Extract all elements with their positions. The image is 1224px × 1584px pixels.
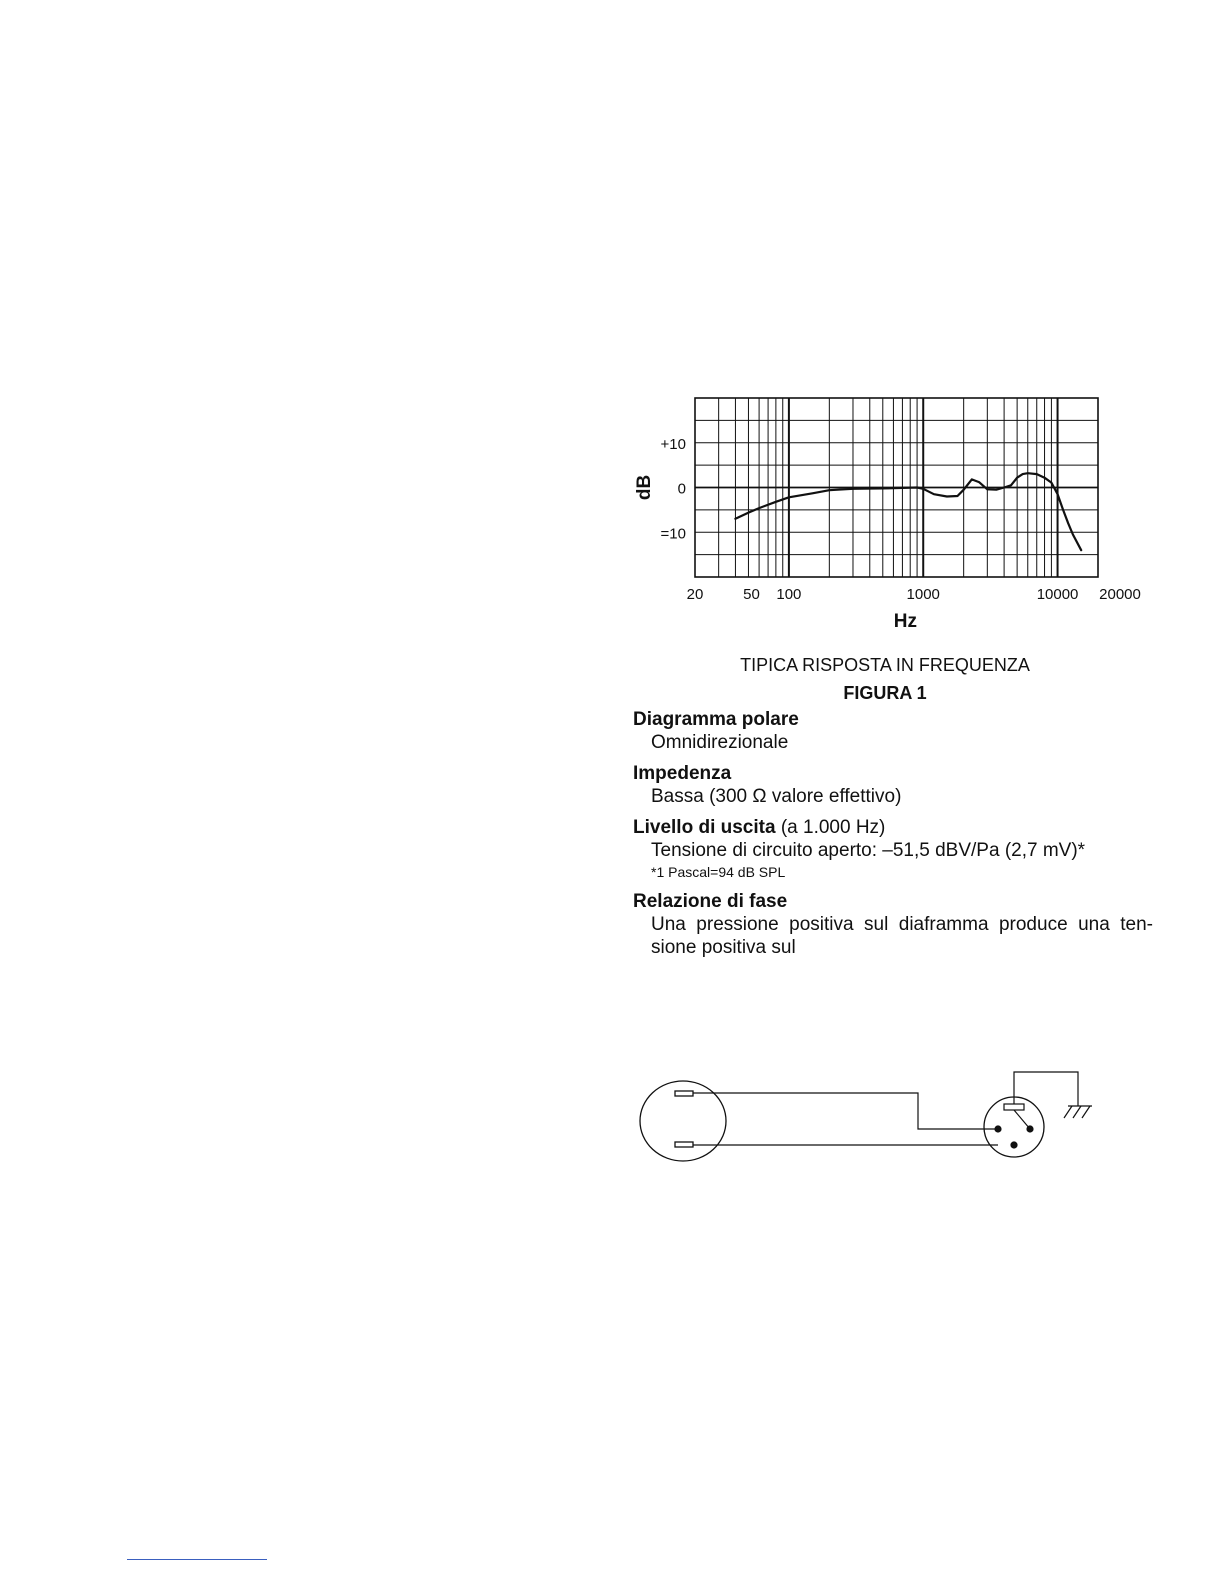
- spec-title: Livello di uscita: [633, 817, 776, 838]
- data-point: [1036, 473, 1037, 474]
- data-point: [1004, 487, 1005, 488]
- spec-title: Relazione di fase: [633, 891, 788, 912]
- data-point: [923, 488, 924, 489]
- spec-impedance: [633, 762, 1153, 808]
- chart-svg: [620, 385, 1160, 635]
- spec-heading: [633, 890, 1153, 913]
- x-tick-label: 20: [686, 586, 704, 603]
- data-point: [1063, 509, 1064, 510]
- y-axis-label: dB: [634, 474, 655, 501]
- footer-rule: [127, 1559, 267, 1560]
- data-point: [946, 496, 947, 497]
- figure-title: TIPICA RISPOSTA IN FREQUENZA: [740, 655, 1030, 675]
- spec-heading: [633, 708, 1153, 731]
- xlr-ground-tab: [1004, 1104, 1024, 1110]
- data-point: [978, 482, 979, 483]
- ground-wire: [1014, 1072, 1078, 1106]
- x-tick-label: 100: [776, 586, 802, 603]
- data-point: [812, 493, 813, 494]
- y-tick-label: =10: [660, 525, 686, 543]
- xlr-jumper: [1014, 1110, 1030, 1129]
- x-tick-label: 10000: [1036, 586, 1079, 603]
- data-point: [735, 518, 736, 519]
- data-point: [987, 489, 988, 490]
- spec-phase: [633, 890, 1153, 959]
- data-point: [1081, 550, 1082, 551]
- cartridge-terminal-bottom: [675, 1142, 693, 1147]
- spec-output-level: [633, 816, 1153, 882]
- data-point: [748, 512, 749, 513]
- spec-value: Tensione di circuito aperto: –51,5 dBV/Pa (2,7 mV)*: [651, 840, 1086, 861]
- ground-hatch: [1064, 1106, 1072, 1118]
- data-point: [852, 488, 853, 489]
- spec-title-extra: (a 1.000 Hz): [775, 817, 886, 838]
- response-curve: [735, 473, 1081, 550]
- figure-label: FIGURA 1: [843, 683, 927, 703]
- x-tick-label: 1000: [906, 586, 940, 603]
- spec-heading: [633, 762, 1153, 785]
- data-point: [788, 497, 789, 498]
- y-tick-label: 0: [677, 480, 686, 498]
- spec-value: Una pressione positiva sul diaframma produce una ten- sione positiva sul: [651, 914, 1153, 958]
- data-point: [758, 507, 759, 508]
- data-point: [996, 489, 997, 490]
- wiring-svg: [630, 1060, 1110, 1170]
- spec-value: Omnidirezionale: [651, 732, 789, 753]
- data-point: [963, 489, 964, 490]
- spec-title: Impedenza: [633, 763, 732, 784]
- data-point: [882, 488, 883, 489]
- data-point: [902, 487, 903, 488]
- data-point: [775, 501, 776, 502]
- data-point: [1068, 523, 1069, 524]
- data-point: [1044, 477, 1045, 478]
- x-tick-label: 50: [743, 586, 760, 603]
- xlr-pin-2: [994, 1125, 1001, 1132]
- xlr-pin-1: [1010, 1141, 1017, 1148]
- spec-polar-pattern: [633, 708, 1153, 754]
- data-point: [1051, 482, 1052, 483]
- data-point: [957, 495, 958, 496]
- data-point: [829, 490, 830, 491]
- wire-top: [693, 1093, 998, 1129]
- spec-footnote: *1 Pascal=94 dB SPL: [651, 864, 786, 880]
- spec-list: [633, 708, 1153, 967]
- wiring-diagram: [630, 1060, 1110, 1170]
- data-point: [1010, 485, 1011, 486]
- spec-value: Bassa (300 Ω valore effettivo): [651, 786, 902, 807]
- ground-hatch: [1082, 1106, 1090, 1118]
- ground-hatch: [1073, 1106, 1081, 1118]
- data-point: [1027, 473, 1028, 474]
- data-point: [1057, 494, 1058, 495]
- x-axis-label: Hz: [893, 611, 918, 632]
- data-point: [1072, 534, 1073, 535]
- data-point: [1017, 477, 1018, 478]
- data-point: [916, 487, 917, 488]
- data-point: [933, 494, 934, 495]
- spec-heading: [633, 816, 1153, 839]
- y-tick-label: +10: [660, 435, 686, 453]
- spec-title: Diagramma polare: [633, 709, 799, 730]
- data-point: [971, 479, 972, 480]
- cartridge-terminal-top: [675, 1091, 693, 1096]
- x-tick-label: 20000: [1099, 586, 1141, 603]
- frequency-response-chart: [620, 385, 1160, 635]
- data-point: [1022, 473, 1023, 474]
